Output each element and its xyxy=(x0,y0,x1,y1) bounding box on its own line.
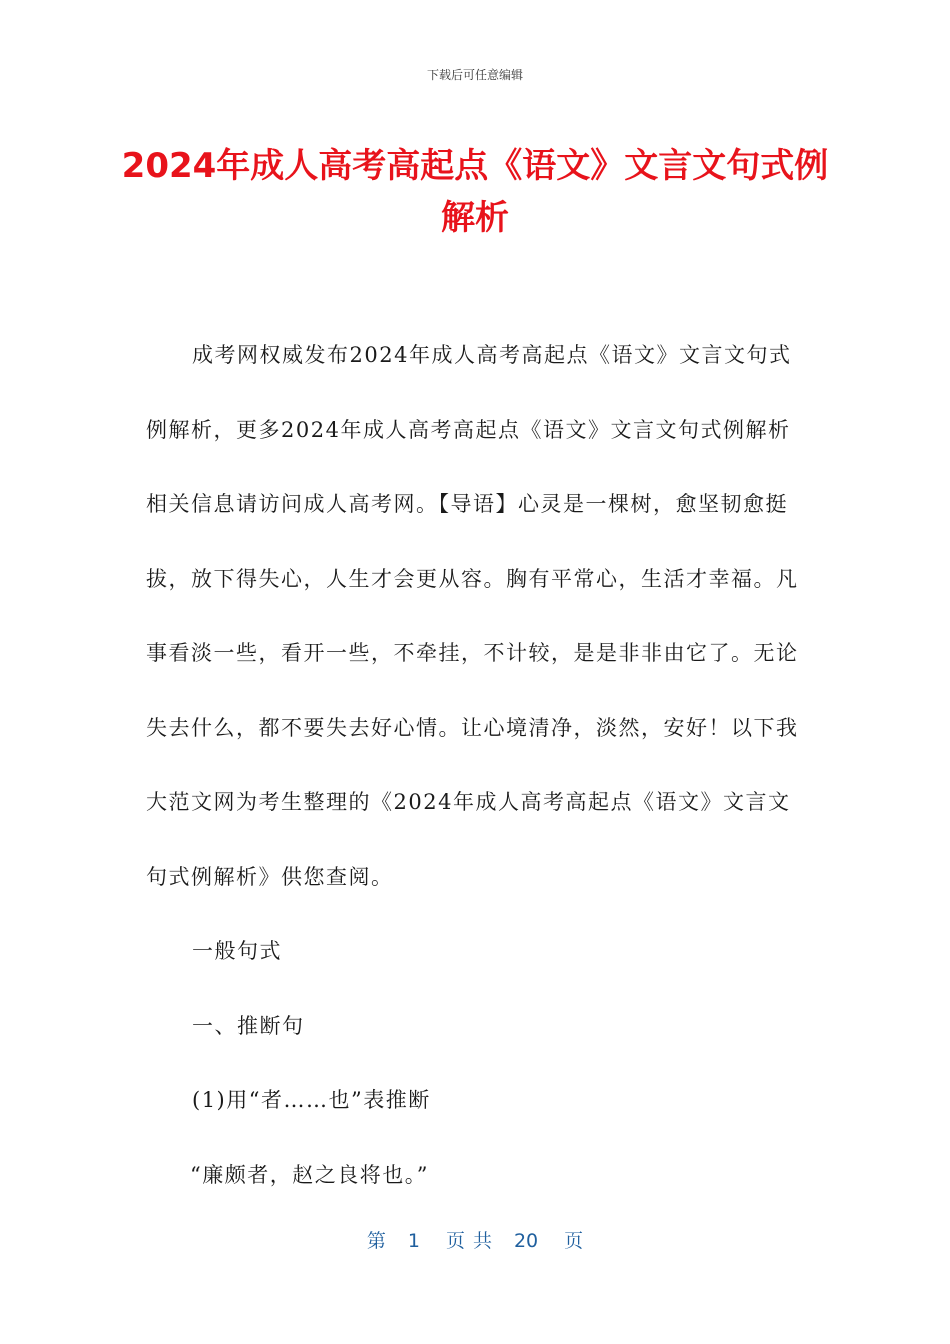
footer-mid2: 共 xyxy=(472,1230,492,1252)
footer-suffix: 页 xyxy=(564,1230,584,1252)
example-quote: “廉颇者，赵之良将也。” xyxy=(190,1162,429,1187)
footer-prefix: 第 xyxy=(366,1230,386,1252)
page-total: 20 xyxy=(513,1230,539,1252)
document-body xyxy=(146,318,806,1212)
document-title: 2024年成人高考高起点《语文》文言文句式例解析 xyxy=(121,146,829,238)
header-note: 下载后可任意编辑 xyxy=(426,68,523,82)
page-footer xyxy=(0,1226,950,1253)
page-number: 1 xyxy=(407,1230,420,1252)
section-heading: 一般句式 xyxy=(192,939,282,963)
rule-item: (1)用“者……也”表推断 xyxy=(192,1088,431,1112)
subsection-heading: 一、推断句 xyxy=(192,1013,305,1038)
footer-mid1: 页 xyxy=(445,1230,465,1252)
intro-paragraph: 成考网权威发布2024年成人高考高起点《语文》文言文句式例解析，更多2024年成人高考高起点《语文》文言文句式例解析相关信息请访问成人高考网。【导语】心灵是一棵树，愈坚韧愈挺拔，放下得失心，人生才会更从容。胸有平常心，生活才幸福。凡事看淡一些，看开一些，不牵挂，不计较，是是非非由它了。无论失去什么，都不要失去好心情。让心境清净，淡然，安好！以下我大范文网为考生整理的《2024年成人高考高起点《语文》文言文句式例解析》供您查阅。 xyxy=(146,343,799,889)
